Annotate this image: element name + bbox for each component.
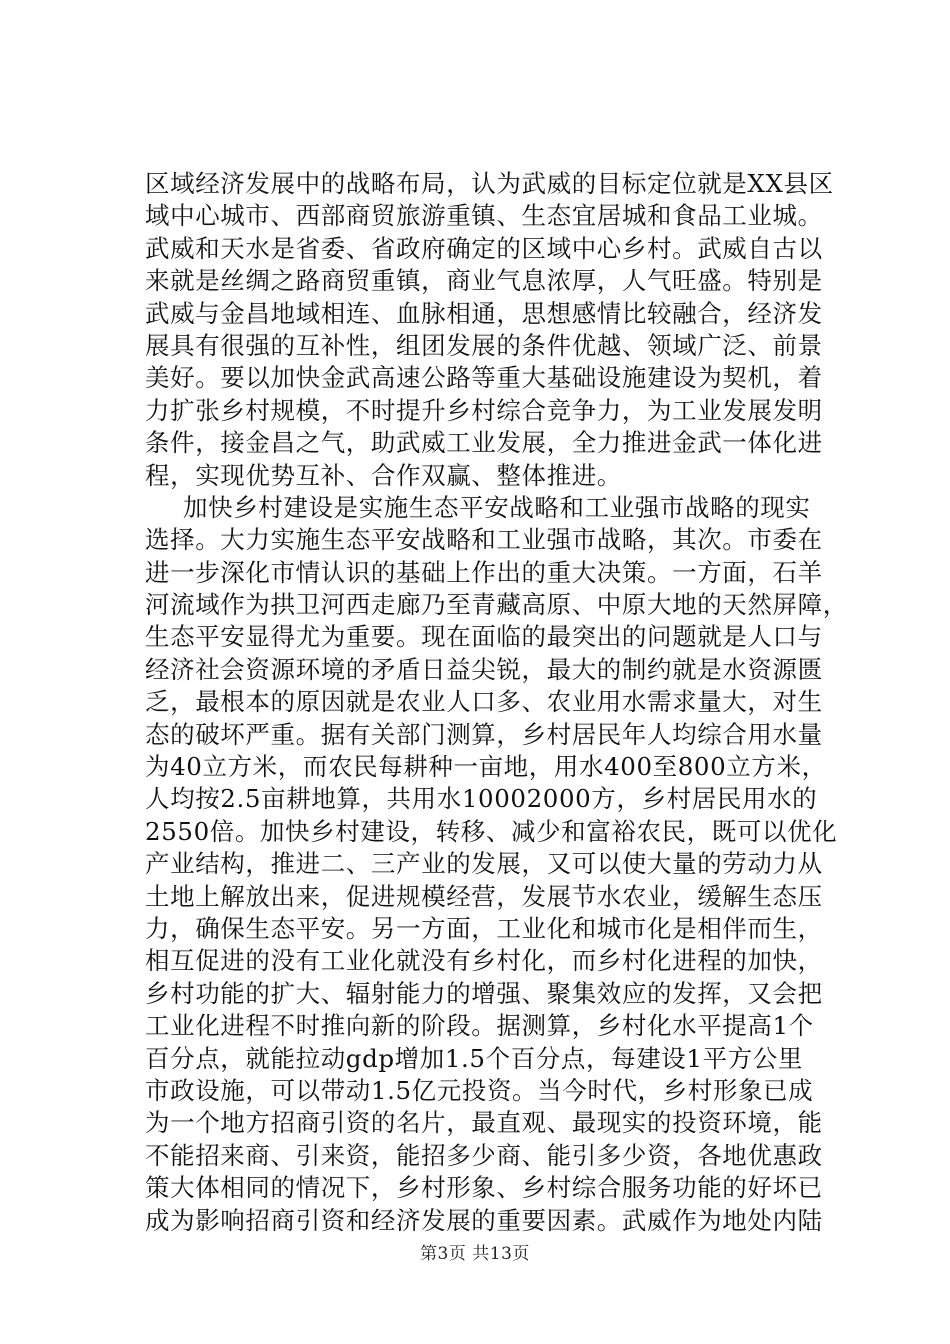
- text-line: 河流域作为拱卫河西走廊乃至青藏高原、中原大地的天然屏障，: [145, 590, 848, 620]
- text-line: 态的破坏严重。据有关部门测算，乡村居民年人均综合用水量: [145, 719, 823, 749]
- text-line: 不能招来商、引来资，能招多少商、能引多少资，各地优惠政: [145, 1140, 823, 1170]
- text-line: 区域经济发展中的战略布局，认为武威的目标定位就是XX县区: [145, 169, 834, 198]
- text-line: 程，实现优势互补、合作双赢、整体推进。: [145, 460, 622, 490]
- text-line: 经济社会资源环境的矛盾日益尖锐，最大的制约就是水资源匮: [145, 654, 823, 684]
- text-line: 武威和天水是省委、省政府确定的区域中心乡村。武威自古以: [145, 233, 823, 263]
- text-line: 力扩张乡村规模，不时提升乡村综合竞争力，为工业发展发明: [145, 395, 823, 425]
- text-line: 展具有很强的互补性，组团发展的条件优越、领域广泛、前景: [145, 330, 823, 360]
- text-line: 乡村功能的扩大、辐射能力的增强、聚集效应的发挥，又会把: [145, 978, 823, 1008]
- text-line: 选择。大力实施生态平安战略和工业强市战略，其次。市委在: [145, 525, 823, 555]
- text-line: 为一个地方招商引资的名片，最直观、最现实的投资环境，能: [145, 1108, 823, 1138]
- text-line: 2550倍。加快乡村建设，转移、减少和富裕农民，既可以优化: [145, 816, 838, 846]
- text-line: 乏，最根本的原因就是农业人口多、农业用水需求量大，对生: [145, 687, 823, 717]
- text-line: 美好。要以加快金武高速公路等重大基础设施建设为契机，着: [145, 363, 823, 393]
- text-line: 策大体相同的情况下，乡村形象、乡村综合服务功能的好坏已: [145, 1173, 823, 1203]
- text-line: 生态平安显得尤为重要。现在面临的最突出的问题就是人口与: [145, 622, 823, 652]
- text-line: 条件，接金昌之气，助武威工业发展，全力推进金武一体化进: [145, 428, 823, 458]
- paragraph-first-line: 加快乡村建设是实施生态平安战略和工业强市战略的现实: [183, 492, 811, 522]
- text-line: 力，确保生态平安。另一方面，工业化和城市化是相伴而生，: [145, 913, 823, 943]
- document-body: [145, 168, 848, 1237]
- text-line: 市政设施，可以带动1.5亿元投资。当今时代，乡村形象已成: [145, 1075, 814, 1105]
- text-line: 产业结构，推进二、三产业的发展，又可以使大量的劳动力从: [145, 849, 823, 879]
- text-line: 来就是丝绸之路商贸重镇，商业气息浓厚，人气旺盛。特别是: [145, 266, 823, 296]
- text-line: 为40立方米，而农民每耕种一亩地，用水400至800立方米，: [145, 752, 827, 782]
- text-line: 人均按2.5亩耕地算，共用水10002000方，乡村居民用水的: [145, 784, 818, 814]
- page-number-footer: 第3页 共13页: [420, 1244, 530, 1264]
- text-line: 工业化进程不时推向新的阶段。据测算，乡村化水平提高1个: [145, 1011, 814, 1041]
- text-line: 相互促进的没有工业化就没有乡村化，而乡村化进程的加快，: [145, 946, 823, 976]
- text-line: 域中心城市、西部商贸旅游重镇、生态宜居城和食品工业城。: [145, 201, 823, 231]
- text-line: 武威与金昌地域相连、血脉相通，思想感情比较融合，经济发: [145, 298, 823, 328]
- text-line: 土地上解放出来，促进规模经营，发展节水农业，缓解生态压: [145, 881, 823, 911]
- text-line: 进一步深化市情认识的基础上作出的重大决策。一方面，石羊: [145, 557, 823, 587]
- text-line: 百分点，就能拉动gdp增加1.5个百分点，每建设1平方公里: [145, 1043, 803, 1073]
- text-line: 成为影响招商引资和经济发展的重要因素。武威作为地处内陆: [145, 1205, 823, 1235]
